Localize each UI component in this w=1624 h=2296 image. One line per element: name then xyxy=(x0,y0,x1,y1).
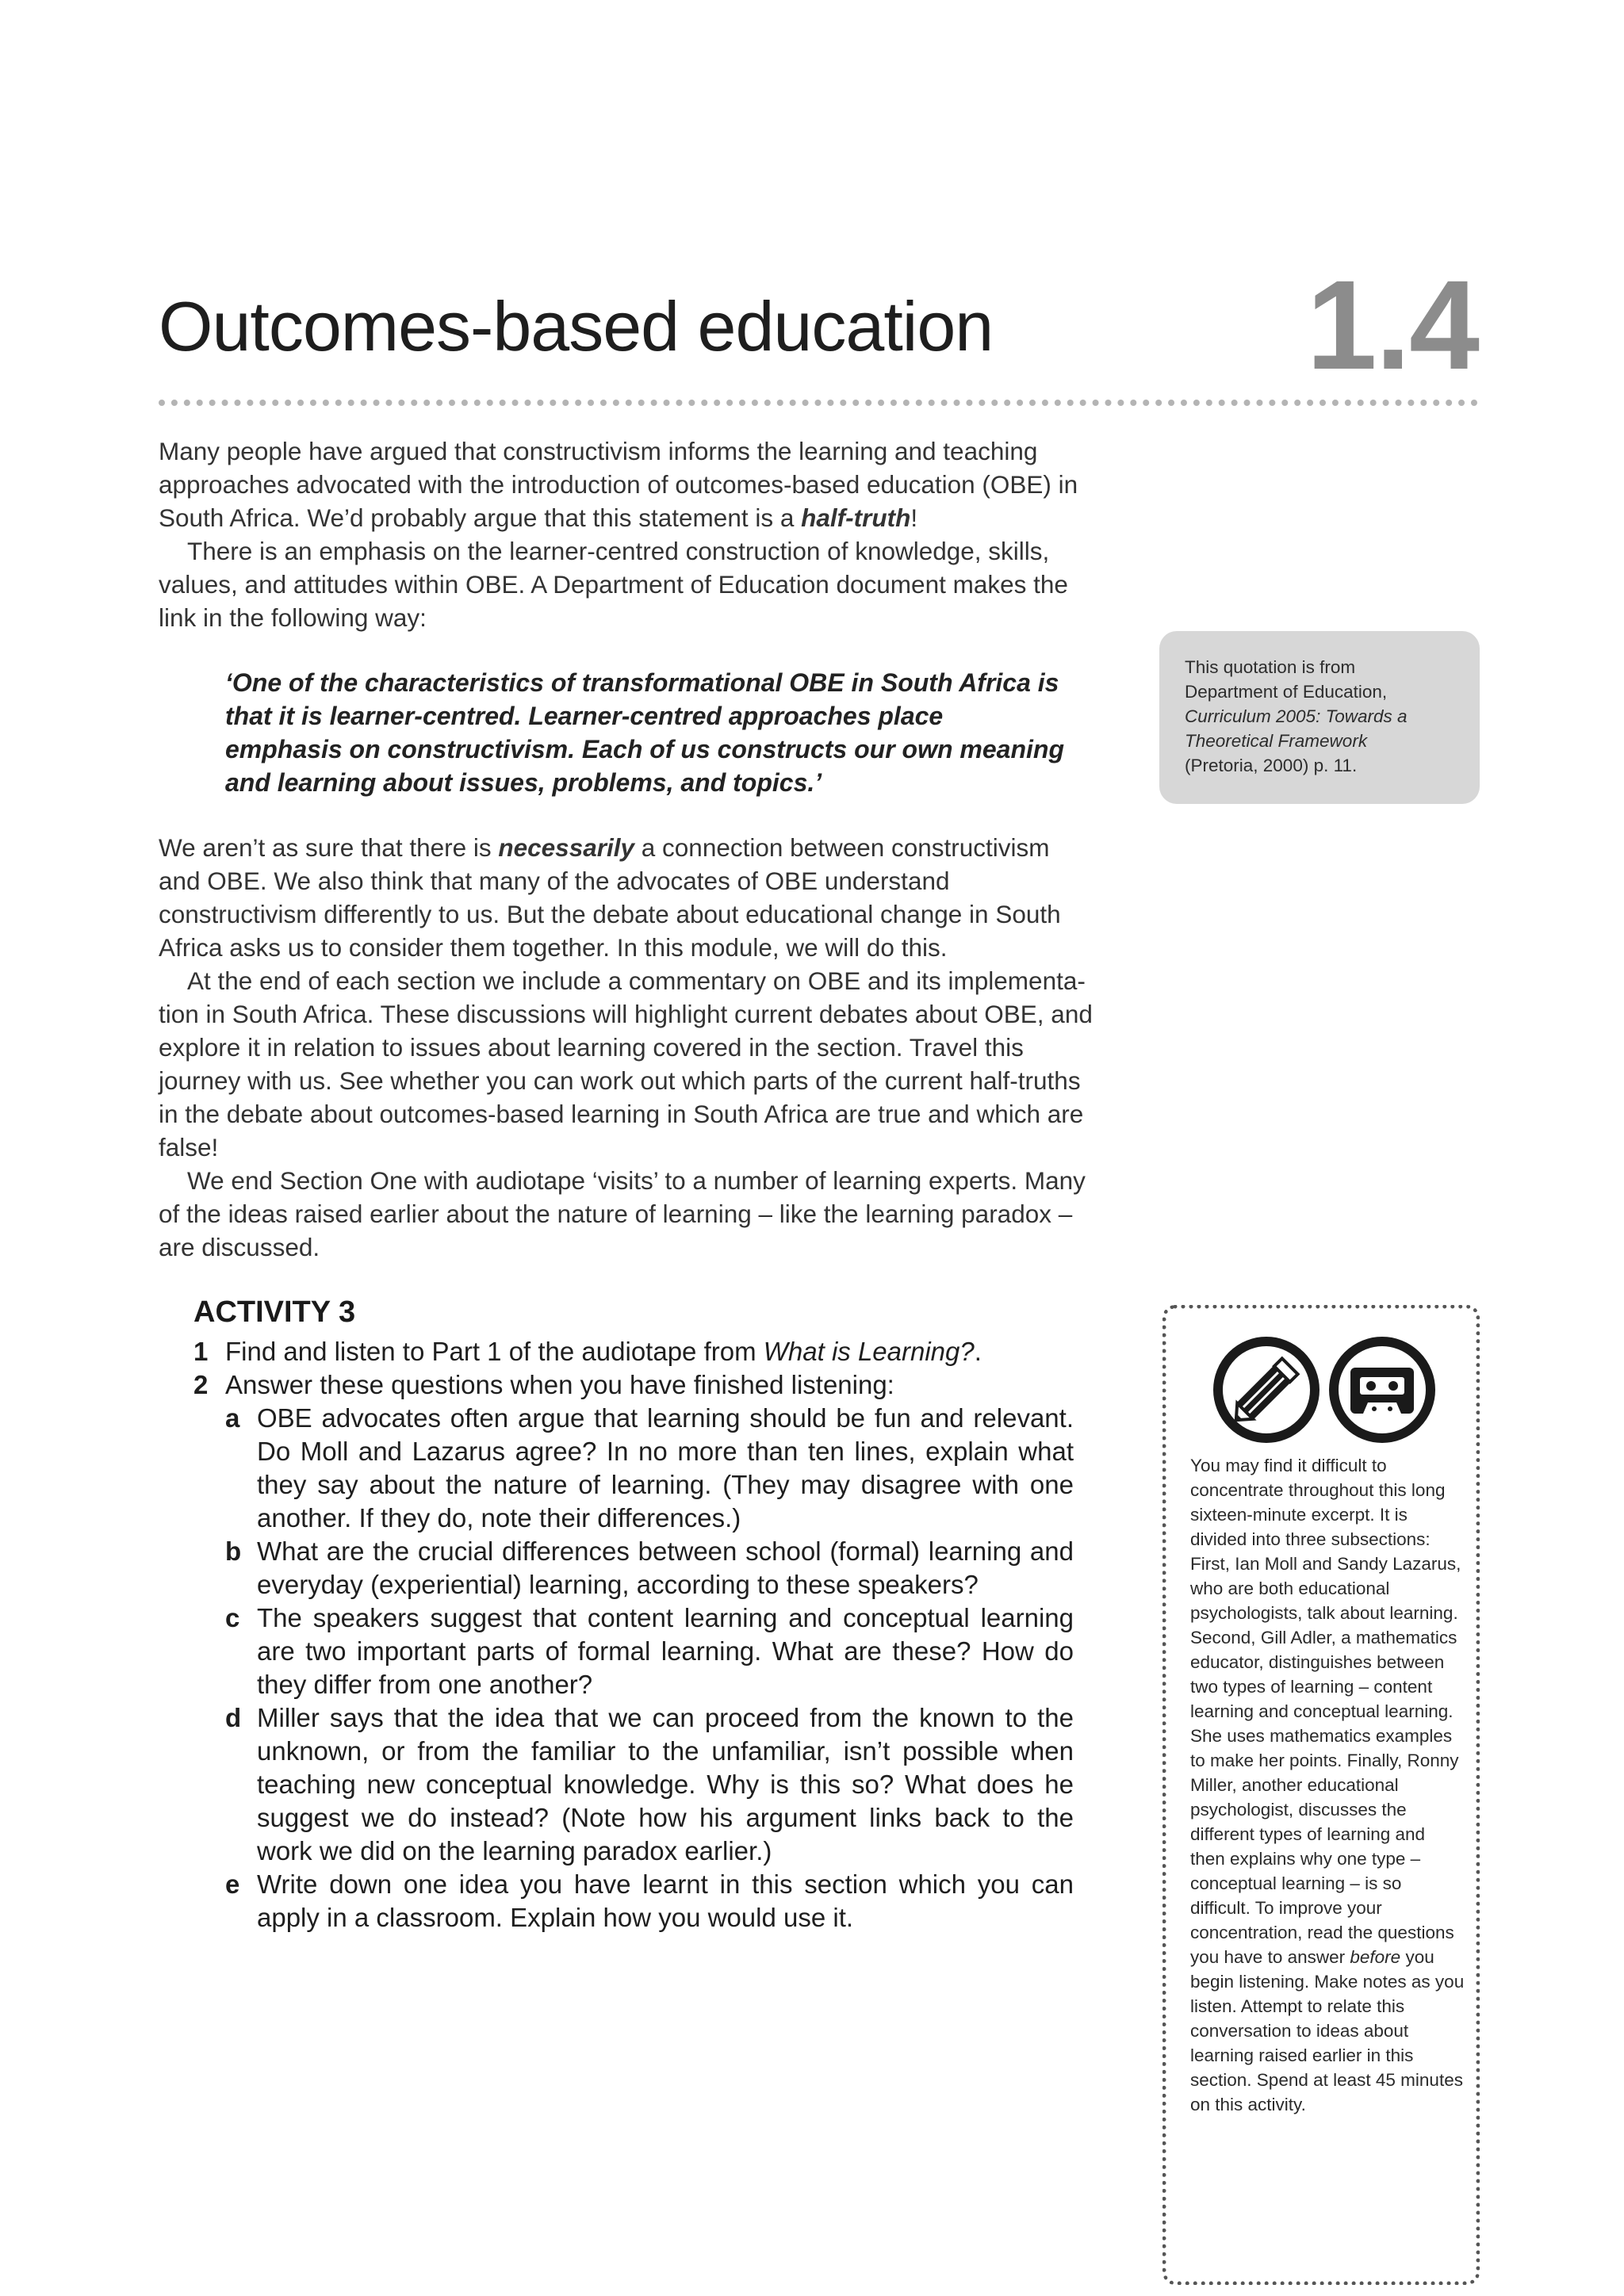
question-text: OBE advocates often argue that learning should be fun and relevant. Do Moll and Lazarus agree? In no more than ten lines, explain what they say about the nature of learning. (They may disagree with one another. If they do, note their differences.) xyxy=(257,1403,1074,1533)
note-text-end: you begin listening. Make notes as you listen. Attempt to relate this conversation to ideas about learning raised earlier in this section. Spend at least 45 minutes on this activity. xyxy=(1190,1947,1465,2114)
step1-text: Find and listen to Part 1 of the audiotape from xyxy=(225,1337,764,1366)
question-item xyxy=(225,1535,1074,1601)
section-number: 1.4 xyxy=(1306,254,1478,396)
question-letter: c xyxy=(225,1603,240,1632)
intro-paragraph-1 xyxy=(159,434,1096,534)
activity-note-box xyxy=(1162,1305,1480,2285)
body-paragraph-5: We end Section One with audiotape ‘visits’ to a number of learning experts. Many of the ideas raised earlier about the nature of learning – like the learning paradox – are discussed. xyxy=(159,1166,1086,1261)
question-item xyxy=(225,1701,1074,1868)
step-text: Answer these questions when you have finished listening: xyxy=(225,1370,894,1399)
question-letter: a xyxy=(225,1403,240,1433)
note-line: Department of Education, xyxy=(1185,682,1388,702)
question-item xyxy=(225,1402,1074,1535)
before-emphasis: before xyxy=(1350,1947,1401,1967)
step1-end: . xyxy=(974,1337,982,1366)
activity-step-2 xyxy=(193,1368,1074,1402)
activity-icons xyxy=(1212,1336,1442,1447)
question-letter: d xyxy=(225,1703,242,1732)
question-item xyxy=(225,1601,1074,1701)
cassette-icon xyxy=(1328,1336,1436,1444)
question-letter: b xyxy=(225,1536,242,1566)
activity-section xyxy=(193,1294,1074,1934)
activity-note-text xyxy=(1190,1453,1465,2117)
activity-step-1 xyxy=(193,1335,1074,1368)
half-truth-emphasis: half-truth xyxy=(801,503,911,532)
question-item xyxy=(225,1868,1074,1934)
quote-source-note xyxy=(1159,631,1480,804)
question-text: What are the crucial differences between school (formal) learning and everyday (experiential) learning, according to these speakers? xyxy=(257,1536,1074,1599)
question-letter: e xyxy=(225,1869,240,1899)
pencil-icon xyxy=(1212,1336,1320,1444)
note-line: Curriculum 2005: Towards a xyxy=(1185,706,1408,726)
activity-title: ACTIVITY 3 xyxy=(193,1295,356,1329)
p3-text: We aren’t as sure that there is xyxy=(159,833,499,862)
question-text: Miller says that the idea that we can proceed from the known to the unknown, or from the familiar to the unfamiliar, isn’t possible when teaching new conceptual knowledge. Why is this so? What does he suggest we do instead? (Note how his argument links back to the work we did on the learning paradox earlier.) xyxy=(257,1703,1074,1866)
block-quote: ‘One of the characteristics of transformational OBE in South Africa is that it is learner-centred. Learner-centred approaches place emphasis on constructivism. Each of us constructs our own meaning and learning about issues, problems, and topics.’ xyxy=(225,668,1064,797)
title-divider xyxy=(159,400,1478,406)
body-text xyxy=(159,831,1096,1264)
step-number: 2 xyxy=(193,1370,209,1399)
p3-text-end: a connection between constructivism and OBE. We also think that many of the advocates of OBE understand constructivism differently to us. But the debate about educational change in South Africa asks us to consider them together. In this module, we will do this. xyxy=(159,833,1061,962)
question-text: Write down one idea you have learnt in this section which you can apply in a classroom. Explain how you would use it. xyxy=(257,1869,1074,1932)
intro-text xyxy=(159,434,1096,634)
note-text: You may find it difficult to concentrate throughout this long sixteen-minute excerpt. It is divided into three subsections: First, Ian Moll and Sandy Lazarus, who are both educational psychologists, talk about learning. Second, Gill Adler, a mathematics educator, distinguishes between two types of learning – content learning and conceptual learning. She uses mathematics examples to make her points. Finally, Ronny Miller, another educational psychologist, discusses the different types of learning and then explains why one type – conceptual learning – is so difficult. To improve your concentration, read the questions you have to answer xyxy=(1190,1456,1461,1967)
necessarily-emphasis: necessarily xyxy=(498,833,635,862)
note-line: This quotation is from xyxy=(1185,657,1356,677)
step-text xyxy=(225,1335,982,1368)
intro-p1-end: ! xyxy=(910,503,918,532)
note-line: Theoretical Framework xyxy=(1185,731,1368,751)
body-paragraph-3 xyxy=(159,831,1096,964)
audiotape-title: What is Learning? xyxy=(763,1337,975,1366)
step-number: 1 xyxy=(193,1337,209,1366)
note-line: (Pretoria, 2000) p. 11. xyxy=(1185,756,1358,775)
body-paragraph-4: At the end of each section we include a commentary on OBE and its implementation in South Africa. These discussions will highlight current debates about OBE, and explore it in relation to issues about learning covered in the section. Travel this journey with us. See whether you can work out which parts of the current half-truths in the debate about outcomes-based learning in South Africa are true and which are false! xyxy=(159,966,1093,1161)
intro-paragraph-2: There is an emphasis on the learner-centred construction of knowledge, skills, values, and attitudes within OBE. A Department of Education document makes the link in the following way: xyxy=(159,537,1068,632)
question-text: The speakers suggest that content learning and conceptual learning are two important parts of formal learning. What are these? How do they differ from one another? xyxy=(257,1603,1074,1699)
page-title: Outcomes-based education xyxy=(159,287,994,365)
intro-p1-text: Many people have argued that constructivism informs the learning and teaching approaches advocated with the introduction of outcomes-based education (OBE) in South Africa. We’d probably argue that this statement is a xyxy=(159,437,1078,532)
